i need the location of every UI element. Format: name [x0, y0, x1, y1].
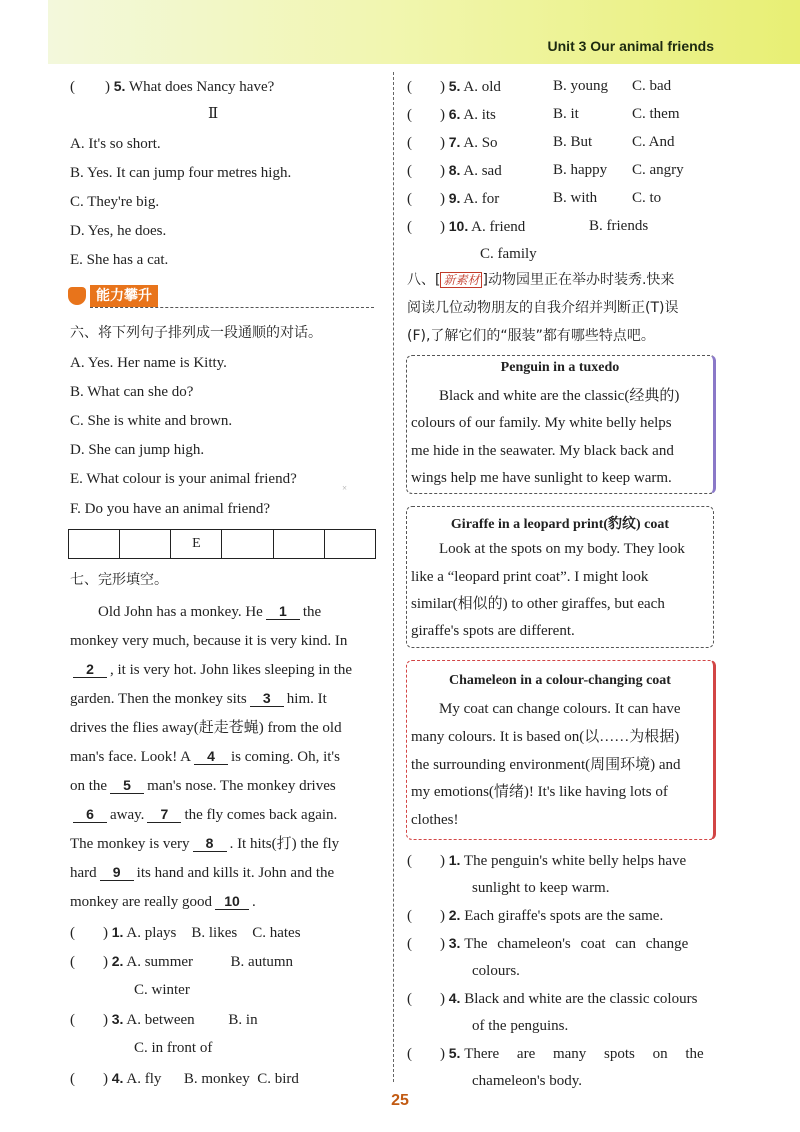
- flame-icon: [68, 287, 86, 305]
- page-number: 25: [391, 1092, 409, 1109]
- order-cell[interactable]: E: [171, 530, 222, 559]
- six-item-c: C. She is white and brown.: [70, 413, 233, 429]
- column-divider: [393, 72, 394, 1082]
- blank-8[interactable]: 8: [193, 836, 227, 852]
- chameleon-title: Chameleon in a colour-changing coat: [449, 673, 671, 688]
- order-cell[interactable]: [324, 530, 375, 559]
- six-item-f: F. Do you have an animal friend?: [70, 501, 270, 517]
- blank-9[interactable]: 9: [100, 865, 134, 881]
- question-5: ( ) 5. What does Nancy have?: [70, 78, 275, 95]
- blank-3[interactable]: 3: [250, 691, 284, 707]
- choice-3: ( ) 3. A. between B. in: [70, 1011, 258, 1028]
- header-banner: [48, 0, 800, 64]
- section-tag: [68, 285, 374, 309]
- new-material-tag: 新素材: [440, 272, 482, 288]
- choice-3-c: C. in front of: [134, 1040, 213, 1056]
- option-e: E. She has a cat.: [70, 252, 169, 268]
- section-tag-rule: [90, 307, 374, 308]
- choice-4: ( ) 4. A. fly B. monkey C. bird: [70, 1070, 299, 1087]
- choice-2-c: C. winter: [134, 982, 190, 998]
- blank-6[interactable]: 6: [73, 807, 107, 823]
- choice-2: ( ) 2. A. summer B. autumn: [70, 953, 294, 970]
- order-cell[interactable]: [222, 530, 273, 559]
- giraffe-title: Giraffe in a leopard print(豹纹) coat: [450, 517, 670, 532]
- penguin-title: Penguin in a tuxedo: [500, 360, 620, 375]
- section-tag-label: 能力攀升: [90, 285, 158, 307]
- section-seven-title: 七、完形填空。: [70, 572, 168, 588]
- six-item-e: E. What colour is your animal friend?: [70, 471, 297, 487]
- six-item-d: D. She can jump high.: [70, 442, 205, 458]
- section-six-title: 六、将下列句子排列成一段通顺的对话。: [70, 325, 322, 341]
- chameleon-box: Chameleon in a colour-changing coat My coat can change colours. It can have many colours. It is based on(以……为根据) the surrounding environment(周围环境) and my emotions(情绪)! It's like having lots of clothes!: [406, 660, 716, 840]
- option-c: C. They're big.: [70, 194, 160, 210]
- blank-10[interactable]: 10: [215, 894, 249, 910]
- scan-mark: ×: [342, 483, 348, 493]
- option-a: A. It's so short.: [70, 136, 161, 152]
- option-b: B. Yes. It can jump four metres high.: [70, 165, 292, 181]
- blank-1[interactable]: 1: [266, 604, 300, 620]
- order-cell[interactable]: [273, 530, 324, 559]
- unit-title: Unit 3 Our animal friends: [547, 38, 714, 54]
- six-item-b: B. What can she do?: [70, 384, 194, 400]
- choice-1: ( ) 1. A. plays B. likes C. hates: [70, 924, 301, 941]
- blank-2[interactable]: 2: [73, 662, 107, 678]
- blank-7[interactable]: 7: [147, 807, 181, 823]
- option-d: D. Yes, he does.: [70, 223, 167, 239]
- six-item-a: A. Yes. Her name is Kitty.: [70, 355, 227, 371]
- giraffe-box: Giraffe in a leopard print(豹纹) coat Look at the spots on my body. They look like a “leopard print coat”. I might look similar(相似的) to other giraffes, but each giraffe's spots are different.: [406, 506, 714, 648]
- order-cell[interactable]: [69, 530, 120, 559]
- blank-5[interactable]: 5: [110, 778, 144, 794]
- blank-4[interactable]: 4: [194, 749, 228, 765]
- order-answer-table: [68, 529, 376, 559]
- order-cell[interactable]: [120, 530, 171, 559]
- dialogue-ii-label: Ⅱ: [208, 106, 219, 122]
- penguin-box: Penguin in a tuxedo Black and white are the classic(经典的) colours of our family. My white belly helps me hide in the seawater. My black back and wings help me have sunlight to keep warm.: [406, 355, 716, 494]
